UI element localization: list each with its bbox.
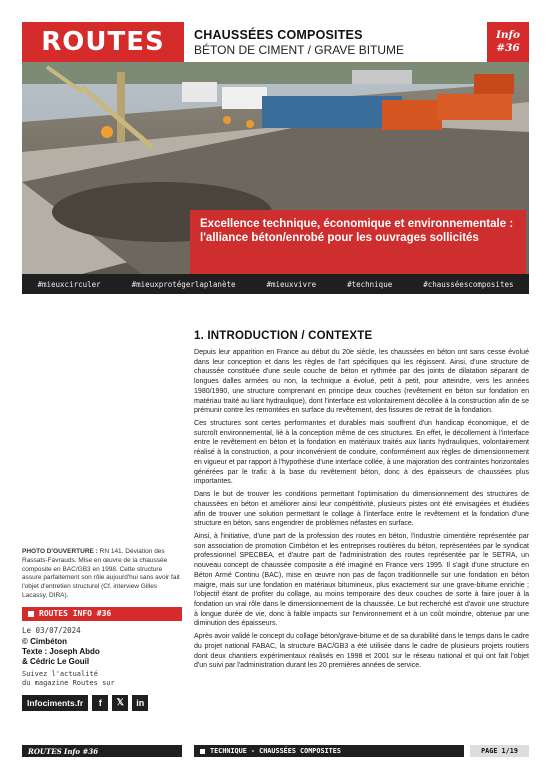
section-heading: 1. INTRODUCTION / CONTEXTE bbox=[194, 330, 373, 342]
footer-section bbox=[194, 745, 464, 757]
headline-overlay: Excellence technique, économique et environnementale : l'alliance béton/enrobé pour les ouvrages sollicités bbox=[190, 210, 526, 274]
linkedin-icon[interactable]: in bbox=[132, 695, 148, 711]
header-titles bbox=[184, 22, 487, 62]
twitter-icon[interactable]: 𝕏 bbox=[112, 695, 128, 711]
hashtag[interactable]: #mieuxprotégerlaplanète bbox=[131, 279, 236, 289]
footer-magazine: ROUTES Info #36 bbox=[22, 745, 182, 757]
credits bbox=[22, 637, 182, 668]
copyright: © Cimbéton bbox=[22, 636, 68, 646]
hashtag[interactable]: #chausséescomposites bbox=[423, 279, 514, 289]
follow-line: du magazine Routes sur bbox=[22, 678, 115, 687]
hashtag-bar bbox=[22, 274, 529, 294]
header-subtitle: BÉTON DE CIMENT / GRAVE BITUME bbox=[194, 42, 405, 57]
authors-line: Texte : Joseph Abdo bbox=[22, 646, 100, 656]
paragraph: Ces structures sont certes performantes et durables mais souffrent d'un handicap économique, et de surcroît environnemental, lié à la conception même de ces structures. En effet, le décollement à l'interface entre le revêtement en béton et la fondation en matériaux traités aux liants hydrauliques, volontairement réalisé à la construction, a pour inconvénient de conduire, conformément aux règles de dimensionnement en vigueur et par rapport à l'hypothèse d'une interface collée, à une majoration des contraintes horizontales générées par le trafic à la base du revêtement béton, donc à des épaisseurs de chaussées plus importantes. bbox=[194, 420, 529, 486]
infociments-link[interactable]: Infociments.fr bbox=[22, 695, 88, 711]
social-links bbox=[22, 695, 182, 711]
authors-line: & Cédric Le Gouil bbox=[22, 657, 90, 667]
paragraph: Dans le but de trouver les conditions permettant l'optimisation du dimensionnement des structures de chaussées en béton et améliorer ainsi leur compétitivité, plusieurs pistes ont été envisagées et étudiées afin de trouver une solution permettant le collage à l'interface entre le revêtement et la fondation d'une structure en béton, sans engendrer de problèmes néfastes en surface. bbox=[194, 491, 529, 528]
hashtag[interactable]: #mieuxcirculer bbox=[37, 279, 101, 289]
routes-logo: ROUTES bbox=[22, 22, 184, 62]
info-badge-line2: #36 bbox=[496, 42, 520, 54]
main-article bbox=[194, 330, 529, 674]
page-header bbox=[22, 22, 529, 62]
paragraph: Après avoir validé le concept du collage béton/grave-bitume et de sa durabilité dans le temps dans le cadre du projet national FABAC, la structure BAC/GB3 a été utilisée dans le cadre de plusieurs projets routiers dont deux chantiers expérimentaux réalisés en 1998 et 2001 sur le réseau national et qui ont fait l'objet d'un suivi par l'administration durant les 20 premières années de service. bbox=[194, 633, 529, 670]
routes-info-label: ROUTES INFO #36 bbox=[39, 609, 112, 619]
caption-text: RN 141. Déviation des Rassats-Favrauds. Mise en œuvre de la chaussée composite en BAC/GB3 en 1998. Cette structure assure parfaitement son rôle aujourd'hui sans avoir fait l'objet d'entretien structurel (Cf. interview Gilles Lacassy, DIRA). bbox=[22, 548, 180, 599]
page-number: PAGE 1/19 bbox=[470, 745, 529, 757]
info-badge bbox=[487, 22, 529, 62]
follow-text bbox=[22, 670, 182, 688]
header-title: CHAUSSÉES COMPOSITES bbox=[194, 27, 363, 42]
footer-section-label: TECHNIQUE - CHAUSSÉES COMPOSITES bbox=[210, 747, 341, 755]
hashtag[interactable]: #technique bbox=[347, 279, 393, 289]
square-icon bbox=[28, 611, 34, 617]
routes-info-badge bbox=[22, 607, 182, 621]
facebook-icon[interactable]: f bbox=[92, 695, 108, 711]
caption-label: PHOTO D'OUVERTURE : bbox=[22, 548, 98, 555]
follow-line: Suivez l'actualité bbox=[22, 669, 98, 678]
photo-caption bbox=[22, 548, 182, 601]
publication-date: Le 03/07/2024 bbox=[22, 625, 81, 635]
square-icon bbox=[200, 749, 205, 754]
hashtag[interactable]: #mieuxvivre bbox=[266, 279, 317, 289]
info-badge-line1: Info bbox=[495, 28, 521, 41]
paragraph: Depuis leur apparition en France au début du 20e siècle, les chaussées en béton ont sans cesse évolué dans leur conception et dans les règles de l'art spécifiques qui les régissent. Ainsi, d'une structure de chaussée constituée d'une seule couche de béton et rythmée par des joints de dilatation séparant de longues dalles armées ou non, la technique a évolué, petit à petit, pour atteindre, vers les années 1980/1990, une structure comprenant en principe deux couches (revêtement en béton sur fondation en matériau traité au liant hydraulique), dont l'interface est volontairement décollée à la construction afin de se prémunir contre les remontées en surface du revêtement, des fissures de retrait de la fondation. bbox=[194, 349, 529, 415]
paragraph: Ainsi, à l'initiative, d'une part de la profession des routes en béton, l'industrie cimentière représentée par son association de promotion Cimbéton et les entreprises routières du béton, représentées par le syndicat professionnel SPECBEA, et d'autre part de l'administration des routes représentée par le SETRA, un nouveau concept de chaussée composite a été imaginé en France vers 1995. Il s'agit d'une structure en Béton Armé Continu (BAC), mise en œuvre non pas de façon traditionnelle sur une fondation en béton maigre, mais sur une fondation en matériaux bitumineux, plus exactement sur une grave-bitume enrichie ; l'objectif étant de profiter du collage, au moins temporaire des deux couches de sorte à faire jouer à la fondation un vrai rôle dans le dimensionnement de la chaussée. Le but recherché est d'avoir une structure à longue durée de vie, donc à faible impacts sur l'environnement et à un coût moindre, obtenue par une diminution des épaisseurs. bbox=[194, 532, 529, 628]
sidebar bbox=[22, 548, 182, 711]
